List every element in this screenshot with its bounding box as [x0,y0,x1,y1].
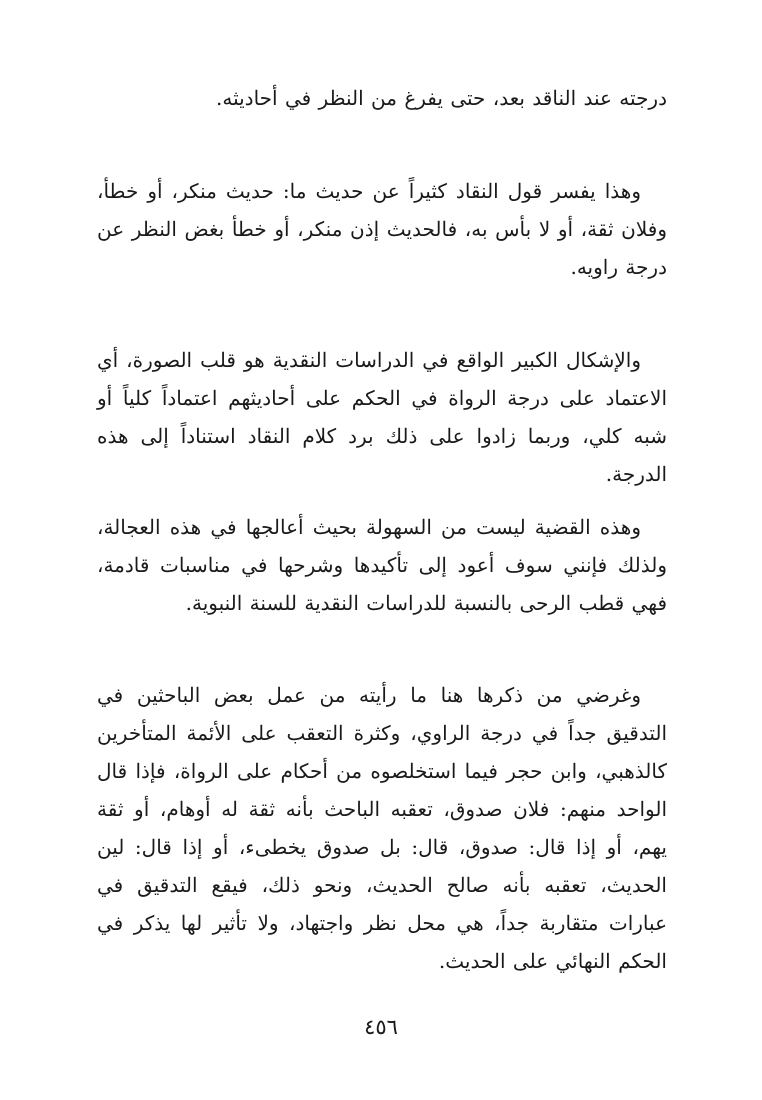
paragraph-issue-difficulty: وهذه القضية ليست من السهولة بحيث أعالجها في هذه العجالة، ولذلك فإنني سوف أعود إلى تأكيدها وشرحها في مناسبات قادمة، فهي قطب الرحى بالنسبة للدراسات النقدية للسنة النبوية. [97,515,667,615]
paragraph-continuation: درجته عند الناقد بعد، حتى يفرغ من النظر في أحاديثه. [216,86,667,110]
page-number: ٤٥٦ [364,1015,398,1039]
paragraph-purpose: وغرضي من ذكرها هنا ما رأيته من عمل بعض الباحثين في التدقيق جداً في درجة الراوي، وكثرة التعقب على الأئمة المتأخرين كالذهبي، وابن حجر فيما استخلصوه من أحكام على الرواة، فإذا قال الواحد منهم: فلان صدوق، تعقبه الباحث بأنه ثقة له أوهام، أو ثقة يهم، أو إذا قال: صدوق، قال: بل صدوق يخطىء، أو إذا قال: لين الحديث، تعقبه بأنه صالح الحديث، ونحو ذلك، فيقع التدقيق في عبارات متقاربة جداً، هي محل نظر واجتهاد، ولا تأثير لها يذكر في الحكم النهائي على الحديث. [97,683,667,973]
paragraph-critics-terms: وهذا يفسر قول النقاد كثيراً عن حديث ما: حديث منكر، أو خطأ، وفلان ثقة، أو لا بأس به، فالحديث إذن منكر، أو خطأ بغض النظر عن درجة راويه. [97,179,667,279]
paragraph-major-problem: والإشكال الكبير الواقع في الدراسات النقدية هو قلب الصورة، أي الاعتماد على درجة الرواة في الحكم على أحاديثهم اعتماداً كلياً أو شبه كلي، وربما زادوا على ذلك برد كلام النقاد استناداً إلى هذه الدرجة. [97,348,667,486]
